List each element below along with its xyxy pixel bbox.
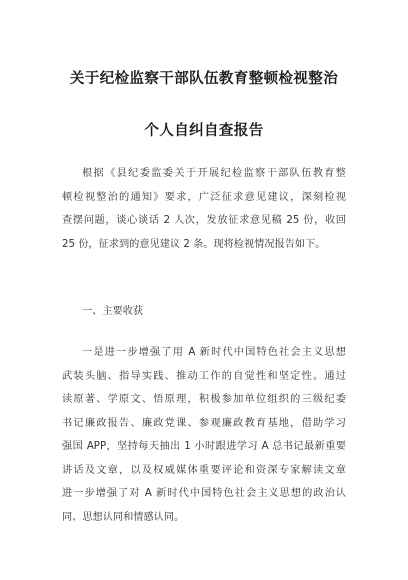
document-title-line-2: 个人自纠自查报告	[144, 123, 264, 139]
body-line-4: 书记廉政报告、廉政党课、参观廉政教育基地，借助学习	[62, 417, 346, 429]
document-title-line-1: 关于纪检监察干部队伍教育整顿检视整治	[69, 71, 339, 87]
intro-line-2: 顿检视整治的通知》要求，广泛征求意见建议，深刻检视	[62, 191, 346, 203]
intro-line-1: 根据《县纪委监委关于开展纪检监察干部队伍教育整	[82, 168, 346, 179]
body-line-7: 进一步增强了对 A 新时代中国特色社会主义思想的政治认	[62, 488, 346, 499]
body-line-1: 一是进一步增强了用 A 新时代中国特色社会主义思想	[82, 347, 346, 358]
intro-paragraph	[62, 162, 346, 256]
section-heading-main-gains: 一、主要收获	[82, 306, 144, 317]
body-paragraph	[62, 341, 346, 529]
body-line-2: 武装头脑、指导实践、推动工作的自觉性和坚定性。通过	[62, 370, 346, 382]
body-line-5: 强国 APP，坚持每天抽出 1 小时跟进学习 A 总书记最新重要	[62, 441, 346, 452]
body-line-3: 读原著、学原文、悟原理，积极参加单位组织的三级纪委	[62, 394, 346, 405]
body-line-6: 讲话及文章，以及权威媒体重要评论和资深专家解读文章	[62, 464, 346, 476]
intro-line-3: 查摆问题，谈心谈话 2 人次，发放征求意见稿 25 份，收回	[62, 215, 346, 226]
intro-line-4: 25 份，征求到的意见建议 2 条。现将检视情况报告如下。	[62, 238, 326, 250]
body-line-8: 同、思想认同和情感认同。	[62, 511, 185, 523]
